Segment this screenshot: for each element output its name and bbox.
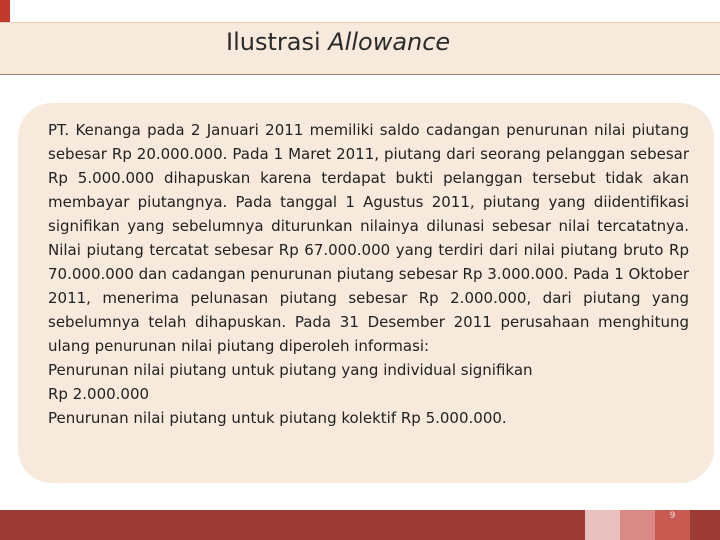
slide-body xyxy=(48,118,689,430)
page-number: 9 xyxy=(669,511,676,521)
footer-bar xyxy=(0,510,720,540)
collective-impairment-line: Penurunan nilai piutang untuk piutang kolektif Rp 5.000.000. xyxy=(48,409,507,427)
body-paragraph: PT. Kenanga pada 2 Januari 2011 memiliki saldo cadangan penurunan nilai piutang sebesar Rp 20.000.000. Pada 1 Maret 2011, piutang dari seorang pelanggan sebesar Rp 5.000.000 dihapuskan karena terdapat bukti pelanggan tersebut tidak akan membayar piutangnya. Pada tanggal 1 Agustus 2011, piutang yang diidentifikasi signifikan yang sebelumnya diturunkan nilainya dilunasi sebesar nilai tercatatnya. Nilai piutang tercatat sebesar Rp 67.000.000 yang terdiri dari nilai piutang bruto Rp 70.000.000 dan cadangan penurunan piutang sebesar Rp 3.000.000. Pada 1 Oktober 2011, menerima pelunasan piutang sebesar Rp 2.000.000, dari piutang yang sebelumnya telah dihapuskan. Pada 31 Desember 2011 perusahaan menghitung ulang penurunan nilai piutang diperoleh informasi: xyxy=(48,121,689,355)
slide-title xyxy=(226,28,450,56)
top-accent-block xyxy=(0,0,10,22)
individual-impairment-value: Rp 2.000.000 xyxy=(48,385,150,403)
footer-segment-end xyxy=(690,510,720,540)
slide-title-plain: Ilustrasi xyxy=(226,28,329,56)
footer-segment-main xyxy=(0,510,585,540)
top-bar xyxy=(0,0,720,22)
individual-impairment-label: Penurunan nilai piutang untuk piutang yang individual signifikan xyxy=(48,361,533,379)
footer-segment-light xyxy=(585,510,620,540)
footer-segment-mid xyxy=(620,510,655,540)
slide-title-italic: Allowance xyxy=(328,28,451,56)
